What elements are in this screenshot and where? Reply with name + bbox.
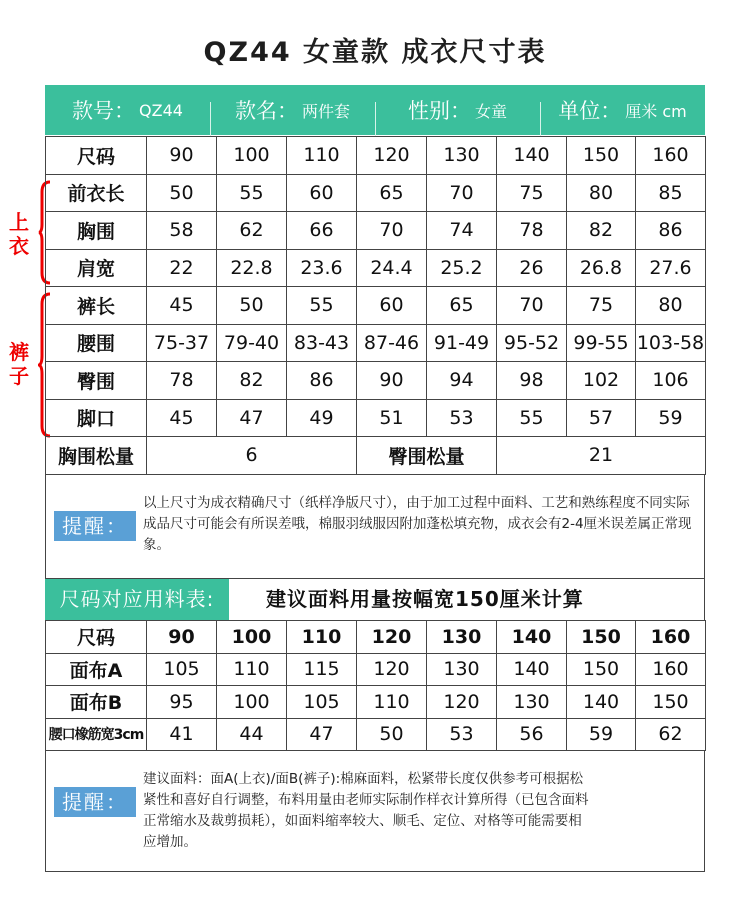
row-label: 面布B xyxy=(46,686,147,719)
table-cell: 75 xyxy=(497,174,567,212)
product-info-bar xyxy=(45,85,705,135)
fabric-header-cell: 160 xyxy=(636,621,706,654)
table-cell: 91-49 xyxy=(427,324,497,362)
table-row xyxy=(46,287,706,325)
table-cell: 95-52 xyxy=(497,324,567,362)
fabric-table xyxy=(45,620,706,751)
table-cell: 102 xyxy=(567,362,636,400)
table-cell: 90 xyxy=(357,362,427,400)
table-cell: 110 xyxy=(217,653,287,686)
fabric-suggestion-text xyxy=(143,769,703,853)
table-row xyxy=(46,362,706,400)
table-cell: 82 xyxy=(217,362,287,400)
row-label: 脚口 xyxy=(46,399,147,437)
table-cell: 55 xyxy=(217,174,287,212)
info-style-name: 款名： 两件套 xyxy=(210,95,375,125)
table-row xyxy=(46,653,706,686)
table-cell: 51 xyxy=(357,399,427,437)
row-label: 肩宽 xyxy=(46,249,147,287)
table-cell: 140 xyxy=(497,653,567,686)
table-row xyxy=(46,399,706,437)
table-cell: 74 xyxy=(427,212,497,250)
table-cell: 95 xyxy=(147,686,217,719)
table-cell: 41 xyxy=(147,718,217,751)
table-cell: 60 xyxy=(357,287,427,325)
table-cell: 115 xyxy=(287,653,357,686)
table-cell: 24.4 xyxy=(357,249,427,287)
table-cell: 26.8 xyxy=(567,249,636,287)
table-cell: 55 xyxy=(497,399,567,437)
table-cell: 85 xyxy=(636,174,706,212)
size-header-label: 尺码 xyxy=(46,137,147,175)
table-row xyxy=(46,718,706,751)
table-row xyxy=(46,686,706,719)
table-cell: 79-40 xyxy=(217,324,287,362)
table-cell: 50 xyxy=(217,287,287,325)
table-cell: 80 xyxy=(567,174,636,212)
table-cell: 26 xyxy=(497,249,567,287)
info-unit: 单位： 厘米 cm xyxy=(540,95,705,125)
table-cell: 120 xyxy=(427,686,497,719)
row-label: 面布A xyxy=(46,653,147,686)
reminder-badge: 提醒： xyxy=(54,787,136,817)
info-style-no: 款号： QZ44 xyxy=(72,99,183,123)
table-cell: 105 xyxy=(147,653,217,686)
table-cell: 44 xyxy=(217,718,287,751)
table-cell: 47 xyxy=(217,399,287,437)
table-cell: 59 xyxy=(636,399,706,437)
table-cell: 140 xyxy=(567,686,636,719)
table-cell: 120 xyxy=(357,653,427,686)
table-cell: 65 xyxy=(357,174,427,212)
table-row xyxy=(46,174,706,212)
table-cell: 22 xyxy=(147,249,217,287)
chest-ease-value: 6 xyxy=(147,437,357,475)
pants-label: 裤子 xyxy=(9,340,29,388)
size-table xyxy=(45,136,706,475)
table-cell: 70 xyxy=(357,212,427,250)
fabric-header-cell: 110 xyxy=(287,621,357,654)
table-cell: 56 xyxy=(497,718,567,751)
hip-ease-value: 21 xyxy=(497,437,706,475)
chest-ease-label: 胸围松量 xyxy=(46,437,147,475)
table-cell: 82 xyxy=(567,212,636,250)
row-label: 前衣长 xyxy=(46,174,147,212)
table-cell: 99-55 xyxy=(567,324,636,362)
table-cell: 66 xyxy=(287,212,357,250)
table-cell: 130 xyxy=(497,686,567,719)
top-garment-label: 上衣 xyxy=(9,210,29,258)
fabric-header-row xyxy=(46,621,706,654)
reminder-badge: 提醒： xyxy=(54,511,136,541)
ease-row xyxy=(46,437,706,475)
table-cell: 98 xyxy=(497,362,567,400)
table-cell: 70 xyxy=(497,287,567,325)
table-cell: 86 xyxy=(636,212,706,250)
reminder-box-1 xyxy=(45,475,705,579)
fabric-usage-header xyxy=(45,578,705,620)
table-cell: 53 xyxy=(427,718,497,751)
size-header-cell: 120 xyxy=(357,137,427,175)
fabric-usage-tag: 尺码对应用料表: xyxy=(45,579,229,620)
table-cell: 110 xyxy=(357,686,427,719)
size-header-row xyxy=(46,137,706,175)
info-gender: 性别： 女童 xyxy=(375,95,540,125)
table-cell: 160 xyxy=(636,653,706,686)
table-cell: 25.2 xyxy=(427,249,497,287)
table-cell: 58 xyxy=(147,212,217,250)
row-label: 胸围 xyxy=(46,212,147,250)
table-cell: 47 xyxy=(287,718,357,751)
table-row xyxy=(46,249,706,287)
table-cell: 78 xyxy=(147,362,217,400)
reminder-text: 以上尺寸为成衣精确尺寸（纸样净版尺寸），由于加工过程中面料、工艺和熟练程度不同实际成品尺寸可能会有所误差哦，棉服羽绒服因附加蓬松填充物，成衣会有2-4厘米误差属正常现象。 xyxy=(143,495,692,553)
size-header-cell: 160 xyxy=(636,137,706,175)
size-header-cell: 90 xyxy=(147,137,217,175)
table-cell: 70 xyxy=(427,174,497,212)
table-cell: 57 xyxy=(567,399,636,437)
fabric-header-label: 尺码 xyxy=(46,621,147,654)
table-cell: 50 xyxy=(357,718,427,751)
table-cell: 105 xyxy=(287,686,357,719)
table-row xyxy=(46,212,706,250)
table-cell: 80 xyxy=(636,287,706,325)
fabric-suggestion-line: 正常缩水及裁剪损耗），如面料缩率较大、顺毛、定位、对格等可能需要相 xyxy=(143,813,582,829)
table-cell: 55 xyxy=(287,287,357,325)
size-header-cell: 100 xyxy=(217,137,287,175)
table-cell: 150 xyxy=(636,686,706,719)
hip-ease-label: 臀围松量 xyxy=(357,437,497,475)
table-cell: 103-58 xyxy=(636,324,706,362)
table-cell: 130 xyxy=(427,653,497,686)
table-cell: 60 xyxy=(287,174,357,212)
table-cell: 75 xyxy=(567,287,636,325)
table-cell: 62 xyxy=(217,212,287,250)
row-label: 腰口橡筋宽3cm xyxy=(46,718,147,751)
fabric-suggestion-line: 紧性和喜好自行调整，布料用量由老师实际制作样衣计算所得（已包含面料 xyxy=(143,792,589,808)
fabric-header-cell: 90 xyxy=(147,621,217,654)
table-cell: 53 xyxy=(427,399,497,437)
size-header-cell: 130 xyxy=(427,137,497,175)
table-cell: 45 xyxy=(147,399,217,437)
table-cell: 87-46 xyxy=(357,324,427,362)
reminder-box-2 xyxy=(45,751,705,872)
table-cell: 59 xyxy=(567,718,636,751)
table-cell: 106 xyxy=(636,362,706,400)
size-header-cell: 110 xyxy=(287,137,357,175)
row-label: 臀围 xyxy=(46,362,147,400)
table-cell: 75-37 xyxy=(147,324,217,362)
fabric-width-note: 建议面料用量按幅宽150厘米计算 xyxy=(266,587,584,611)
fabric-header-cell: 150 xyxy=(567,621,636,654)
fabric-suggestion-line: 建议面料：面A(上衣)/面B(裤子):棉麻面料，松紧带长度仅供参考可根据松 xyxy=(143,771,584,787)
table-cell: 50 xyxy=(147,174,217,212)
table-row xyxy=(46,324,706,362)
table-cell: 83-43 xyxy=(287,324,357,362)
fabric-header-cell: 130 xyxy=(427,621,497,654)
table-cell: 45 xyxy=(147,287,217,325)
row-label: 腰围 xyxy=(46,324,147,362)
fabric-header-cell: 100 xyxy=(217,621,287,654)
table-cell: 49 xyxy=(287,399,357,437)
size-header-cell: 150 xyxy=(567,137,636,175)
fabric-header-cell: 120 xyxy=(357,621,427,654)
table-cell: 78 xyxy=(497,212,567,250)
page-title: QZ44 女童款 成衣尺寸表 xyxy=(203,37,547,68)
table-cell: 65 xyxy=(427,287,497,325)
table-cell: 150 xyxy=(567,653,636,686)
size-header-cell: 140 xyxy=(497,137,567,175)
fabric-suggestion-line: 应增加。 xyxy=(143,834,197,850)
fabric-header-cell: 140 xyxy=(497,621,567,654)
row-label: 裤长 xyxy=(46,287,147,325)
table-cell: 86 xyxy=(287,362,357,400)
table-cell: 100 xyxy=(217,686,287,719)
table-cell: 94 xyxy=(427,362,497,400)
table-cell: 22.8 xyxy=(217,249,287,287)
table-cell: 27.6 xyxy=(636,249,706,287)
table-cell: 23.6 xyxy=(287,249,357,287)
table-cell: 62 xyxy=(636,718,706,751)
